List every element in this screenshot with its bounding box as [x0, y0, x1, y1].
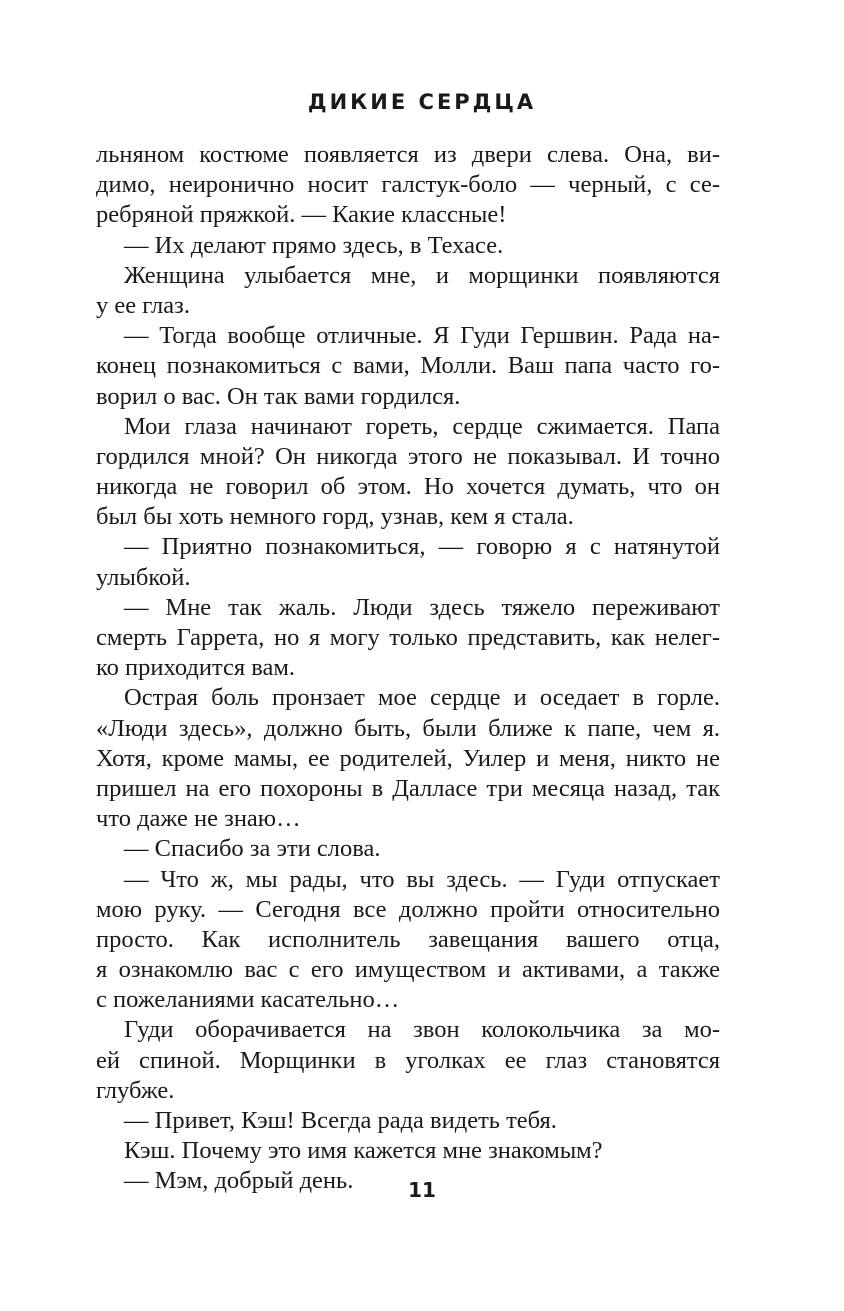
- text-line: льняном костюме появляется из двери слева. Она, ви-: [96, 141, 720, 168]
- text-line: был бы хоть немного горд, узнав, кем я стала.: [96, 503, 574, 531]
- text-line: конец познакомиться с вами, Молли. Ваш папа часто го-: [96, 352, 720, 380]
- text-line: глубже.: [96, 1076, 175, 1104]
- text-line: — Приятно познакомиться, — говорю я с натянутой: [124, 533, 720, 561]
- text-line: я ознакомлю вас с его имуществом и активами, а также: [96, 956, 720, 984]
- text-line: димо, неиронично носит галстук-боло — черный, с се-: [96, 171, 720, 199]
- text-line: — Что ж, мы рады, что вы здесь. — Гуди отпускает: [124, 865, 720, 893]
- text-line: Мои глаза начинают гореть, сердце сжимается. Папа: [124, 412, 720, 440]
- text-line: мою руку. — Сегодня все должно пройти относительно: [96, 895, 720, 923]
- text-line: Кэш. Почему это имя кажется мне знакомым?: [124, 1137, 603, 1165]
- text-line: ей спиной. Морщинки в уголках ее глаз становятся: [96, 1046, 720, 1074]
- text-line: ко приходится вам.: [96, 654, 295, 682]
- text-line: Гуди оборачивается на звон колокольчика за мо-: [124, 1016, 720, 1044]
- text-line: «Люди здесь», должно быть, были ближе к папе, чем я.: [96, 714, 720, 742]
- text-line: что даже не знаю…: [96, 805, 301, 833]
- text-line: ребряной пряжкой. — Какие классные!: [96, 201, 507, 229]
- text-line: Женщина улыбается мне, и морщинки появляются: [124, 261, 720, 289]
- text-line: — Тогда вообще отличные. Я Гуди Гершвин. Рада на-: [124, 322, 720, 350]
- text-line: у ее глаз.: [96, 291, 190, 319]
- text-line: — Привет, Кэш! Всегда рада видеть тебя.: [124, 1107, 557, 1134]
- text-line: с пожеланиями касательно…: [96, 986, 400, 1014]
- text-line: Острая боль пронзает мое сердце и оседает в горле.: [124, 684, 720, 712]
- text-line: просто. Как исполнитель завещания вашего отца,: [96, 925, 720, 953]
- text-line: смерть Гаррета, но я могу только представить, как нелег-: [96, 624, 720, 651]
- text-line: — Спасибо за эти слова.: [124, 835, 381, 863]
- text-line: — Мне так жаль. Люди здесь тяжело переживают: [124, 593, 720, 621]
- running-head: ДИКИЕ СЕРДЦА: [307, 90, 537, 114]
- text-line: — Их делают прямо здесь, в Техасе.: [124, 231, 504, 259]
- text-line: улыбкой.: [96, 563, 191, 591]
- body-text: [96, 140, 720, 1197]
- text-line: — Мэм, добрый день.: [124, 1167, 354, 1195]
- page-number: 11: [408, 1178, 436, 1202]
- text-line: пришел на его похороны в Далласе три месяца назад, так: [96, 774, 720, 802]
- text-line: никогда не говорил об этом. Но хочется думать, что он: [96, 473, 720, 501]
- text-line: ворил о вас. Он так вами гордился.: [96, 382, 461, 410]
- text-line: гордился мной? Он никогда этого не показывал. И точно: [96, 442, 720, 470]
- text-line: Хотя, кроме мамы, ее родителей, Уилер и меня, никто не: [96, 744, 720, 772]
